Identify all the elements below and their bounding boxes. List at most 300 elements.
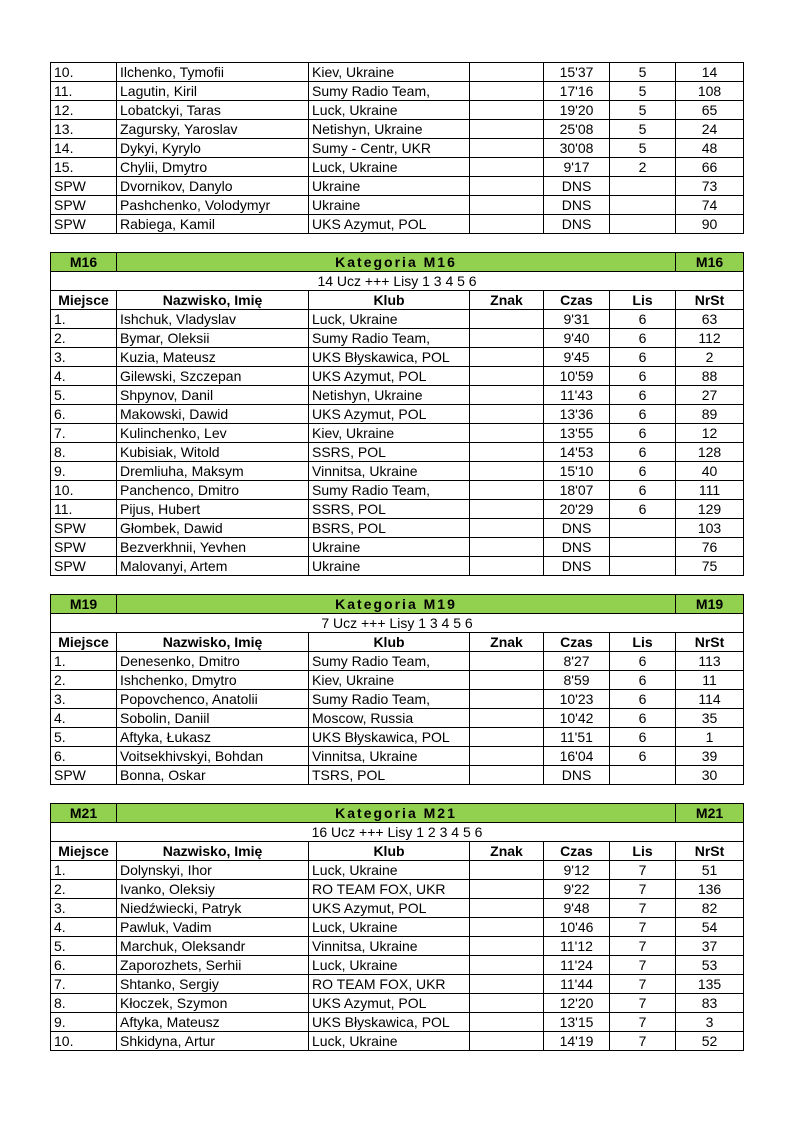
start-number-cell: 54 xyxy=(676,918,744,937)
sign-cell xyxy=(470,329,544,348)
result-row xyxy=(51,747,744,766)
start-number-cell: 82 xyxy=(676,899,744,918)
column-header-club: Klub xyxy=(309,633,470,652)
column-header-row xyxy=(51,842,744,861)
result-row xyxy=(51,880,744,899)
club-cell: Vinnitsa, Ukraine xyxy=(309,747,470,766)
club-cell: Sumy - Centr, UKR xyxy=(309,139,470,158)
result-row xyxy=(51,709,744,728)
name-cell: Malovanyi, Artem xyxy=(117,557,309,576)
fox-count-cell: 7 xyxy=(610,994,676,1013)
name-cell: Kuzia, Mateusz xyxy=(117,348,309,367)
column-header-place: Miejsce xyxy=(51,842,117,861)
result-row xyxy=(51,424,744,443)
club-cell: UKS Błyskawica, POL xyxy=(309,1013,470,1032)
fox-count-cell: 6 xyxy=(610,348,676,367)
name-cell: Lobatckyi, Taras xyxy=(117,101,309,120)
club-cell: Kiev, Ukraine xyxy=(309,424,470,443)
fox-count-cell: 7 xyxy=(610,1013,676,1032)
place-cell: SPW xyxy=(51,196,117,215)
result-row xyxy=(51,937,744,956)
time-cell: 25'08 xyxy=(544,120,610,139)
fox-count-cell: 6 xyxy=(610,405,676,424)
name-cell: Shkidyna, Artur xyxy=(117,1032,309,1051)
club-cell: Vinnitsa, Ukraine xyxy=(309,937,470,956)
column-header-sign: Znak xyxy=(470,633,544,652)
time-cell: DNS xyxy=(544,215,610,234)
sign-cell xyxy=(470,63,544,82)
place-cell: 13. xyxy=(51,120,117,139)
sign-cell xyxy=(470,424,544,443)
name-cell: Popovchenco, Anatolii xyxy=(117,690,309,709)
fox-count-cell xyxy=(610,538,676,557)
fox-count-cell: 6 xyxy=(610,500,676,519)
start-number-cell: 35 xyxy=(676,709,744,728)
sign-cell xyxy=(470,101,544,120)
fox-count-cell: 5 xyxy=(610,63,676,82)
fox-count-cell: 6 xyxy=(610,481,676,500)
start-number-cell: 12 xyxy=(676,424,744,443)
sign-cell xyxy=(470,158,544,177)
result-row xyxy=(51,481,744,500)
time-cell: DNS xyxy=(544,177,610,196)
category-code-left: M16 xyxy=(51,253,117,272)
club-cell: Netishyn, Ukraine xyxy=(309,386,470,405)
fox-count-cell: 7 xyxy=(610,975,676,994)
name-cell: Aftyka, Łukasz xyxy=(117,728,309,747)
fox-count-cell: 6 xyxy=(610,310,676,329)
time-cell: 16'04 xyxy=(544,747,610,766)
club-cell: Luck, Ukraine xyxy=(309,861,470,880)
club-cell: Netishyn, Ukraine xyxy=(309,120,470,139)
place-cell: 11. xyxy=(51,500,117,519)
club-cell: Sumy Radio Team, xyxy=(309,82,470,101)
column-header-club: Klub xyxy=(309,842,470,861)
time-cell: 9'22 xyxy=(544,880,610,899)
column-header-time: Czas xyxy=(544,291,610,310)
column-header-fox-count: Lis xyxy=(610,291,676,310)
time-cell: 9'12 xyxy=(544,861,610,880)
name-cell: Bezverkhnii, Yevhen xyxy=(117,538,309,557)
name-cell: Denesenko, Dmitro xyxy=(117,652,309,671)
time-cell: 13'15 xyxy=(544,1013,610,1032)
name-cell: Dolynskyi, Ihor xyxy=(117,861,309,880)
result-row xyxy=(51,519,744,538)
place-cell: 11. xyxy=(51,82,117,101)
start-number-cell: 52 xyxy=(676,1032,744,1051)
place-cell: SPW xyxy=(51,538,117,557)
club-cell: Luck, Ukraine xyxy=(309,101,470,120)
result-row xyxy=(51,671,744,690)
name-cell: Bonna, Oskar xyxy=(117,766,309,785)
time-cell: 19'20 xyxy=(544,101,610,120)
result-row xyxy=(51,329,744,348)
category-code-left: M21 xyxy=(51,804,117,823)
fox-count-cell: 7 xyxy=(610,899,676,918)
place-cell: 8. xyxy=(51,994,117,1013)
start-number-cell: 53 xyxy=(676,956,744,975)
section-spacer xyxy=(50,576,743,594)
category-info-row xyxy=(51,272,744,291)
sign-cell xyxy=(470,519,544,538)
fox-count-cell xyxy=(610,196,676,215)
column-header-fox-count: Lis xyxy=(610,633,676,652)
time-cell: 8'27 xyxy=(544,652,610,671)
result-row xyxy=(51,101,744,120)
fox-count-cell: 6 xyxy=(610,709,676,728)
column-header-time: Czas xyxy=(544,842,610,861)
start-number-cell: 90 xyxy=(676,215,744,234)
fox-count-cell: 6 xyxy=(610,671,676,690)
fox-count-cell: 5 xyxy=(610,120,676,139)
club-cell: Kiev, Ukraine xyxy=(309,63,470,82)
place-cell: 7. xyxy=(51,975,117,994)
fox-count-cell: 6 xyxy=(610,747,676,766)
place-cell: 5. xyxy=(51,386,117,405)
sign-cell xyxy=(470,500,544,519)
column-header-club: Klub xyxy=(309,291,470,310)
name-cell: Pawluk, Vadim xyxy=(117,918,309,937)
start-number-cell: 40 xyxy=(676,462,744,481)
sign-cell xyxy=(470,310,544,329)
fox-count-cell: 5 xyxy=(610,82,676,101)
start-number-cell: 108 xyxy=(676,82,744,101)
time-cell: 13'55 xyxy=(544,424,610,443)
name-cell: Rabiega, Kamil xyxy=(117,215,309,234)
sign-cell xyxy=(470,405,544,424)
category-title: Kategoria M16 xyxy=(117,253,676,272)
result-row xyxy=(51,196,744,215)
sign-cell xyxy=(470,709,544,728)
sign-cell xyxy=(470,443,544,462)
result-row xyxy=(51,177,744,196)
sign-cell xyxy=(470,177,544,196)
fox-count-cell: 6 xyxy=(610,386,676,405)
category-table-m21 xyxy=(50,803,744,1051)
sign-cell xyxy=(470,899,544,918)
club-cell: UKS Azymut, POL xyxy=(309,215,470,234)
sign-cell xyxy=(470,975,544,994)
time-cell: 9'48 xyxy=(544,899,610,918)
sign-cell xyxy=(470,82,544,101)
time-cell: 8'59 xyxy=(544,671,610,690)
sign-cell xyxy=(470,367,544,386)
name-cell: Bymar, Oleksii xyxy=(117,329,309,348)
result-row xyxy=(51,538,744,557)
place-cell: 14. xyxy=(51,139,117,158)
sign-cell xyxy=(470,937,544,956)
club-cell: Kiev, Ukraine xyxy=(309,671,470,690)
sign-cell xyxy=(470,1032,544,1051)
start-number-cell: 74 xyxy=(676,196,744,215)
start-number-cell: 111 xyxy=(676,481,744,500)
sign-cell xyxy=(470,956,544,975)
time-cell: 18'07 xyxy=(544,481,610,500)
fox-count-cell: 7 xyxy=(610,880,676,899)
name-cell: Panchenco, Dmitro xyxy=(117,481,309,500)
column-header-sign: Znak xyxy=(470,842,544,861)
category-code-left: M19 xyxy=(51,595,117,614)
time-cell: 11'24 xyxy=(544,956,610,975)
column-header-name: Nazwisko, Imię xyxy=(117,842,309,861)
column-header-row xyxy=(51,291,744,310)
club-cell: UKS Azymut, POL xyxy=(309,899,470,918)
place-cell: 2. xyxy=(51,671,117,690)
club-cell: RO TEAM FOX, UKR xyxy=(309,975,470,994)
place-cell: 1. xyxy=(51,652,117,671)
result-row xyxy=(51,994,744,1013)
fox-count-cell: 6 xyxy=(610,443,676,462)
sign-cell xyxy=(470,728,544,747)
club-cell: Luck, Ukraine xyxy=(309,310,470,329)
sign-cell xyxy=(470,747,544,766)
results-table-body xyxy=(51,63,744,234)
name-cell: Kubisiak, Witold xyxy=(117,443,309,462)
start-number-cell: 30 xyxy=(676,766,744,785)
name-cell: Dykyi, Kyrylo xyxy=(117,139,309,158)
name-cell: Chylii, Dmytro xyxy=(117,158,309,177)
name-cell: Kłoczek, Szymon xyxy=(117,994,309,1013)
place-cell: 10. xyxy=(51,1032,117,1051)
place-cell: 9. xyxy=(51,462,117,481)
name-cell: Aftyka, Mateusz xyxy=(117,1013,309,1032)
result-row xyxy=(51,348,744,367)
sign-cell xyxy=(470,766,544,785)
fox-count-cell: 6 xyxy=(610,462,676,481)
place-cell: 2. xyxy=(51,329,117,348)
start-number-cell: 27 xyxy=(676,386,744,405)
category-code-right: M16 xyxy=(676,253,744,272)
category-info: 14 Ucz +++ Lisy 1 3 4 5 6 xyxy=(51,272,744,291)
sign-cell xyxy=(470,139,544,158)
fox-count-cell: 6 xyxy=(610,690,676,709)
start-number-cell: 48 xyxy=(676,139,744,158)
section-spacer xyxy=(50,785,743,803)
club-cell: Sumy Radio Team, xyxy=(309,690,470,709)
column-header-start-number: NrSt xyxy=(676,633,744,652)
club-cell: Moscow, Russia xyxy=(309,709,470,728)
name-cell: Kulinchenko, Lev xyxy=(117,424,309,443)
club-cell: Luck, Ukraine xyxy=(309,956,470,975)
sign-cell xyxy=(470,861,544,880)
time-cell: 11'43 xyxy=(544,386,610,405)
result-row xyxy=(51,462,744,481)
time-cell: 12'20 xyxy=(544,994,610,1013)
category-header-row xyxy=(51,253,744,272)
club-cell: Vinnitsa, Ukraine xyxy=(309,462,470,481)
category-header-row xyxy=(51,804,744,823)
column-header-sign: Znak xyxy=(470,291,544,310)
category-title: Kategoria M19 xyxy=(117,595,676,614)
start-number-cell: 114 xyxy=(676,690,744,709)
place-cell: 10. xyxy=(51,481,117,500)
result-row xyxy=(51,728,744,747)
time-cell: DNS xyxy=(544,557,610,576)
category-table-m19 xyxy=(50,594,744,785)
start-number-cell: 66 xyxy=(676,158,744,177)
time-cell: 9'45 xyxy=(544,348,610,367)
club-cell: Sumy Radio Team, xyxy=(309,652,470,671)
place-cell: 4. xyxy=(51,709,117,728)
time-cell: DNS xyxy=(544,538,610,557)
fox-count-cell: 6 xyxy=(610,728,676,747)
fox-count-cell xyxy=(610,557,676,576)
club-cell: TSRS, POL xyxy=(309,766,470,785)
name-cell: Ishchenko, Dmytro xyxy=(117,671,309,690)
place-cell: 4. xyxy=(51,367,117,386)
place-cell: 3. xyxy=(51,348,117,367)
column-header-start-number: NrSt xyxy=(676,291,744,310)
start-number-cell: 73 xyxy=(676,177,744,196)
result-row xyxy=(51,386,744,405)
start-number-cell: 3 xyxy=(676,1013,744,1032)
time-cell: 10'46 xyxy=(544,918,610,937)
time-cell: 10'23 xyxy=(544,690,610,709)
fox-count-cell: 6 xyxy=(610,329,676,348)
time-cell: 9'17 xyxy=(544,158,610,177)
place-cell: 6. xyxy=(51,747,117,766)
sign-cell xyxy=(470,557,544,576)
result-row xyxy=(51,367,744,386)
fox-count-cell: 2 xyxy=(610,158,676,177)
start-number-cell: 113 xyxy=(676,652,744,671)
column-header-time: Czas xyxy=(544,633,610,652)
club-cell: Luck, Ukraine xyxy=(309,918,470,937)
time-cell: 15'10 xyxy=(544,462,610,481)
sign-cell xyxy=(470,880,544,899)
name-cell: Shtanko, Sergiy xyxy=(117,975,309,994)
place-cell: 6. xyxy=(51,956,117,975)
place-cell: 12. xyxy=(51,101,117,120)
sign-cell xyxy=(470,652,544,671)
club-cell: Luck, Ukraine xyxy=(309,1032,470,1051)
result-row xyxy=(51,158,744,177)
time-cell: 13'36 xyxy=(544,405,610,424)
place-cell: 2. xyxy=(51,880,117,899)
sign-cell xyxy=(470,348,544,367)
club-cell: UKS Błyskawica, POL xyxy=(309,348,470,367)
time-cell: 17'16 xyxy=(544,82,610,101)
result-row xyxy=(51,861,744,880)
sign-cell xyxy=(470,538,544,557)
start-number-cell: 136 xyxy=(676,880,744,899)
start-number-cell: 83 xyxy=(676,994,744,1013)
column-header-place: Miejsce xyxy=(51,633,117,652)
column-header-start-number: NrSt xyxy=(676,842,744,861)
start-number-cell: 11 xyxy=(676,671,744,690)
sign-cell xyxy=(470,918,544,937)
place-cell: 1. xyxy=(51,310,117,329)
name-cell: Ilchenko, Tymofii xyxy=(117,63,309,82)
sign-cell xyxy=(470,215,544,234)
result-row xyxy=(51,690,744,709)
name-cell: Ishchuk, Vladyslav xyxy=(117,310,309,329)
category-info-row xyxy=(51,614,744,633)
category-title: Kategoria M21 xyxy=(117,804,676,823)
fox-count-cell: 7 xyxy=(610,1032,676,1051)
fox-count-cell: 6 xyxy=(610,652,676,671)
fox-count-cell: 5 xyxy=(610,101,676,120)
time-cell: DNS xyxy=(544,766,610,785)
sign-cell xyxy=(470,481,544,500)
start-number-cell: 14 xyxy=(676,63,744,82)
time-cell: 10'42 xyxy=(544,709,610,728)
result-row xyxy=(51,310,744,329)
club-cell: UKS Błyskawica, POL xyxy=(309,728,470,747)
category-info: 16 Ucz +++ Lisy 1 2 3 4 5 6 xyxy=(51,823,744,842)
place-cell: 15. xyxy=(51,158,117,177)
sign-cell xyxy=(470,690,544,709)
place-cell: SPW xyxy=(51,766,117,785)
category-info: 7 Ucz +++ Lisy 1 3 4 5 6 xyxy=(51,614,744,633)
club-cell: Ukraine xyxy=(309,538,470,557)
time-cell: DNS xyxy=(544,196,610,215)
place-cell: 8. xyxy=(51,443,117,462)
club-cell: UKS Azymut, POL xyxy=(309,367,470,386)
section-spacer xyxy=(50,234,743,252)
name-cell: Makowski, Dawid xyxy=(117,405,309,424)
name-cell: Lagutin, Kiril xyxy=(117,82,309,101)
result-row xyxy=(51,63,744,82)
time-cell: 9'31 xyxy=(544,310,610,329)
name-cell: Zaporozhets, Serhii xyxy=(117,956,309,975)
category-info-row xyxy=(51,823,744,842)
club-cell: SSRS, POL xyxy=(309,500,470,519)
time-cell: 14'53 xyxy=(544,443,610,462)
time-cell: 11'12 xyxy=(544,937,610,956)
place-cell: 3. xyxy=(51,690,117,709)
name-cell: Marchuk, Oleksandr xyxy=(117,937,309,956)
time-cell: 14'19 xyxy=(544,1032,610,1051)
time-cell: 15'37 xyxy=(544,63,610,82)
result-row xyxy=(51,766,744,785)
category-code-right: M19 xyxy=(676,595,744,614)
start-number-cell: 1 xyxy=(676,728,744,747)
result-row xyxy=(51,1013,744,1032)
column-header-place: Miejsce xyxy=(51,291,117,310)
result-row xyxy=(51,956,744,975)
time-cell: 11'44 xyxy=(544,975,610,994)
time-cell: 11'51 xyxy=(544,728,610,747)
name-cell: Pashchenko, Volodymyr xyxy=(117,196,309,215)
sign-cell xyxy=(470,994,544,1013)
place-cell: 3. xyxy=(51,899,117,918)
category-code-right: M21 xyxy=(676,804,744,823)
start-number-cell: 51 xyxy=(676,861,744,880)
sign-cell xyxy=(470,671,544,690)
sign-cell xyxy=(470,196,544,215)
result-row xyxy=(51,443,744,462)
start-number-cell: 135 xyxy=(676,975,744,994)
club-cell: SSRS, POL xyxy=(309,443,470,462)
result-row xyxy=(51,215,744,234)
column-header-fox-count: Lis xyxy=(610,842,676,861)
name-cell: Shpynov, Danil xyxy=(117,386,309,405)
start-number-cell: 88 xyxy=(676,367,744,386)
place-cell: 5. xyxy=(51,728,117,747)
column-header-row xyxy=(51,633,744,652)
fox-count-cell: 7 xyxy=(610,861,676,880)
category-header-row xyxy=(51,595,744,614)
results-table-continued xyxy=(50,62,744,234)
fox-count-cell xyxy=(610,519,676,538)
name-cell: Głombek, Dawid xyxy=(117,519,309,538)
fox-count-cell: 5 xyxy=(610,139,676,158)
place-cell: SPW xyxy=(51,519,117,538)
name-cell: Voitsekhivskyi, Bohdan xyxy=(117,747,309,766)
sign-cell xyxy=(470,1013,544,1032)
result-row xyxy=(51,139,744,158)
